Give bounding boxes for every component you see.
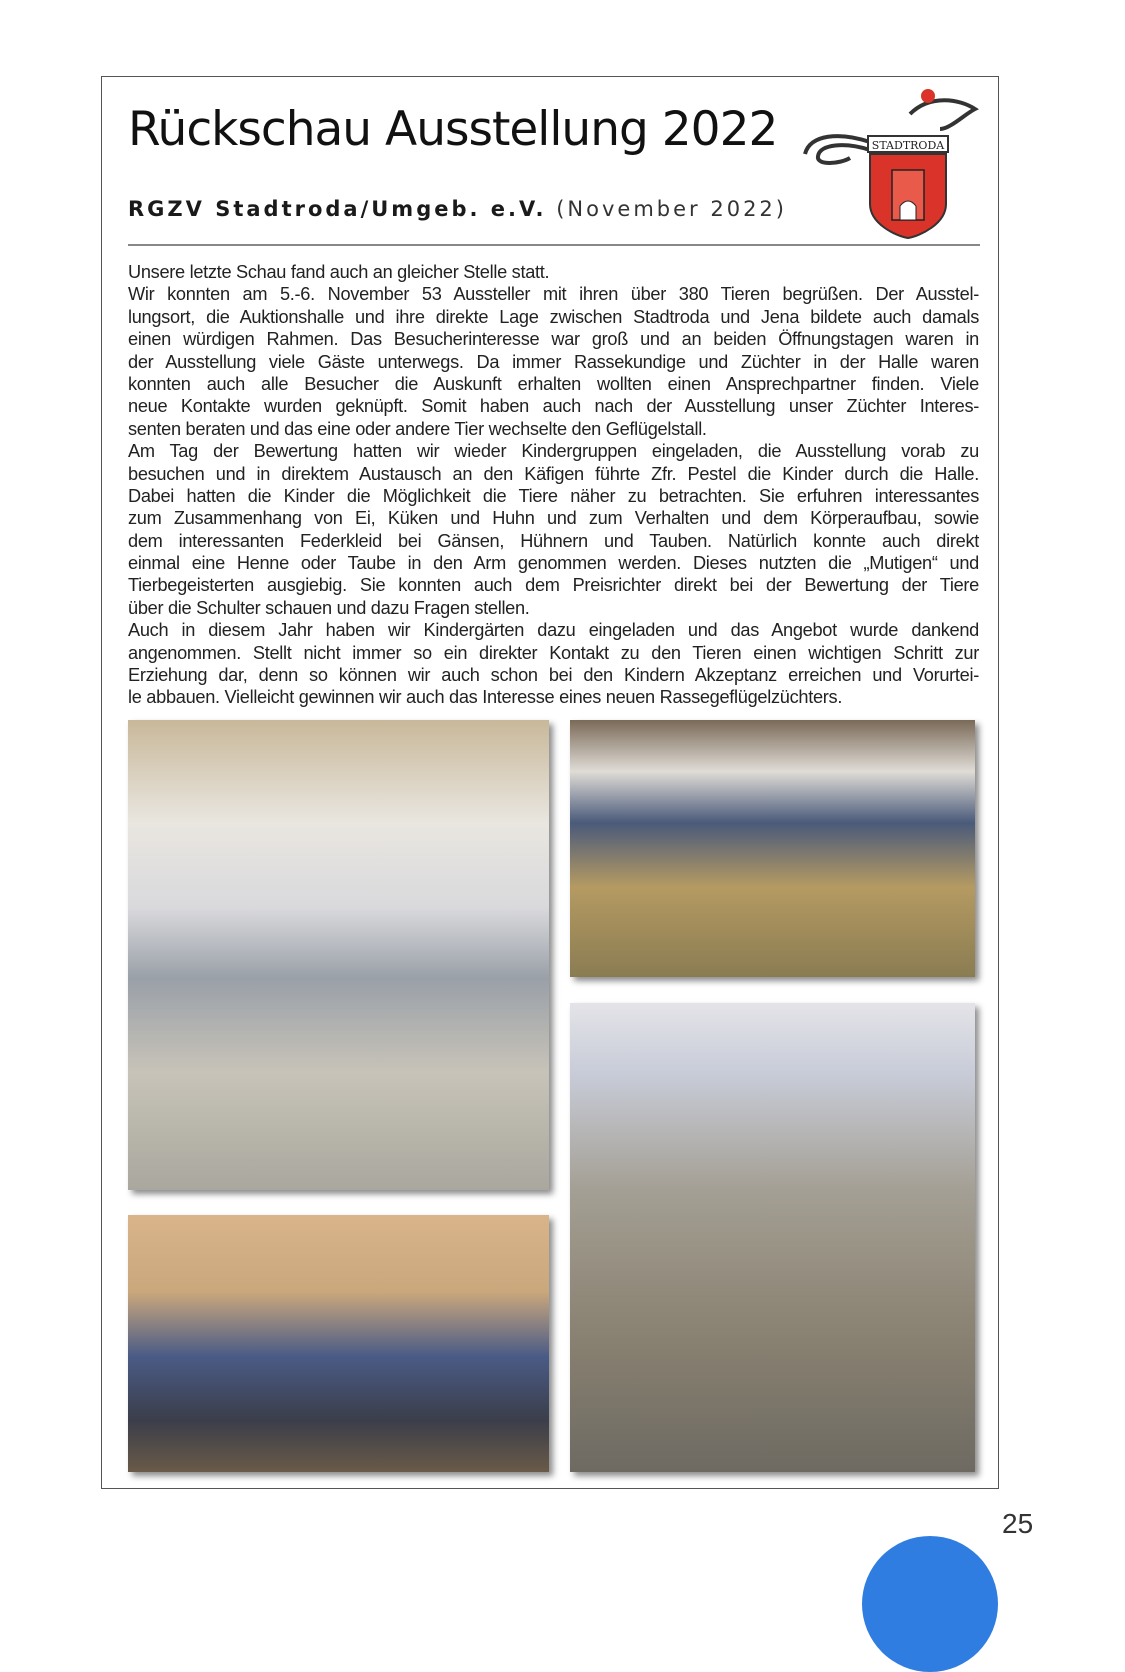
body-line: der Ausstellung viele Gäste unterwegs. Da immer Rassekundige und Züchter in der Halle waren: [128, 351, 979, 372]
subtitle-date: (November 2022): [556, 197, 787, 221]
floating-action-button[interactable]: [862, 1536, 998, 1672]
body-line: dem interessanten Federkleid bei Gänsen, Hühnern und Tauben. Natürlich konnte auch direkt: [128, 530, 979, 551]
body-line: einmal eine Henne oder Taube in den Arm genommen werden. Dieses nutzten die „Mutigen“ und: [128, 553, 979, 574]
body-line: Auch in diesem Jahr haben wir Kindergärten dazu eingeladen und das Angebot wurde dankend: [128, 620, 979, 641]
photo-exhibition-hall: [570, 720, 975, 977]
photo-club-members-group: [128, 1215, 549, 1472]
photo-children-at-cages: [570, 1003, 975, 1472]
svg-text:STADTRODA: STADTRODA: [871, 139, 945, 152]
body-line: Dabei hatten die Kinder die Möglichkeit die Tiere näher zu betrachten. Sie erfuhren interessantes: [128, 485, 979, 506]
body-line: Tierbegeisterten ausgiebig. Sie konnten auch dem Preisrichter direkt bei der Bewertung der Tiere: [128, 575, 979, 596]
page-number: 25: [1002, 1508, 1034, 1539]
body-line: lungsort, die Auktionshalle und ihre direkte Lage zwischen Stadtroda und Jena bildete auch damals: [128, 306, 979, 327]
body-line: neue Kontakte wurden geknüpft. Somit haben auch nach der Ausstellung unser Züchter Interes-: [128, 396, 979, 417]
article-body: [128, 261, 979, 709]
body-line: zum Zusammenhang von Ei, Küken und Huhn und zum Verhalten und dem Körperaufbau, sowie: [128, 508, 979, 529]
club-name: RGZV Stadtroda/Umgeb. e.V.: [128, 197, 547, 221]
body-line: senten beraten und das eine oder andere Tier wechselte den Geflügelstall.: [128, 418, 707, 439]
body-line: Erziehung dar, denn so können wir auch schon bei den Kindern Akzeptanz erreichen und Vorurtei-: [128, 665, 979, 686]
body-line: angenommen. Stellt nicht immer so ein direkter Kontakt zu den Tieren einen wichtigen Schritt zur: [128, 642, 979, 663]
body-line: über die Schulter schauen und dazu Fragen stellen.: [128, 597, 530, 618]
body-line: besuchen und in direktem Austausch an den Käfigen führte Zfr. Pestel die Kinder durch die Halle.: [128, 463, 979, 484]
body-line: einen würdigen Rahmen. Das Besucherinteresse war groß und an beiden Öffnungstagen waren in: [128, 329, 979, 350]
page-title: Rückschau Ausstellung 2022: [128, 102, 778, 157]
body-line: Wir konnten am 5.-6. November 53 Aussteller mit ihren über 380 Tieren begrüßen. Der Ausstel-: [128, 284, 979, 305]
photo-rooster: [128, 720, 549, 1190]
body-line: Unsere letzte Schau fand auch an gleicher Stelle statt.: [128, 262, 550, 282]
body-line: konnten auch alle Besucher die Auskunft erhalten wollten einen Ansprechpartner finden. Viele: [128, 373, 979, 394]
title-divider: [128, 244, 980, 246]
stadtroda-coat-of-arms-logo: [800, 84, 982, 240]
subtitle: [128, 197, 787, 221]
body-line: le abbauen. Vielleicht gewinnen wir auch das Interesse eines neuen Rassegeflügelzüchters.: [128, 687, 843, 708]
body-line: Am Tag der Bewertung hatten wir wieder Kindergruppen eingeladen, die Ausstellung vorab zu: [128, 441, 979, 462]
